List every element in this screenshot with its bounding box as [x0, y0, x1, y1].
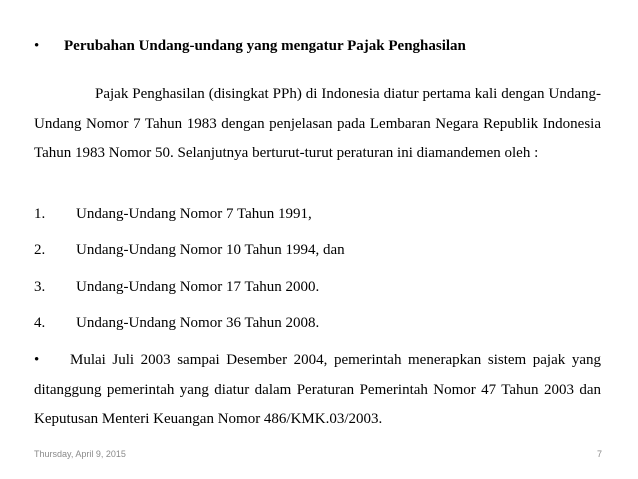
list-number: 1. [34, 206, 46, 222]
list-text: Undang-Undang Nomor 7 Tahun 1991, [76, 206, 312, 222]
footer-page-number: 7 [596, 449, 602, 459]
list-number: 2. [34, 242, 46, 258]
list-text: Undang-Undang Nomor 17 Tahun 2000. [76, 279, 320, 295]
list-text: Undang-Undang Nomor 36 Tahun 2008. [76, 315, 320, 331]
list-item [34, 204, 312, 224]
second-bullet-text: Mulai Juli 2003 sampai Desember 2004, pemerintah menerapkan sistem pajak yang ditanggung pemerintah yang diatur dalam Peraturan Pemerintah Nomor 47 Tahun 2003 dan Keputusan Menteri Keuangan Nomor 486/KMK.03/2003. [34, 352, 601, 427]
second-bullet-paragraph [34, 346, 601, 435]
list-number: 3. [34, 279, 46, 295]
heading-text: Perubahan Undang-undang yang mengatur Pajak Penghasilan [64, 38, 466, 54]
list-item [34, 313, 319, 333]
bullet-marker: • [34, 38, 40, 54]
list-item [34, 240, 345, 260]
bullet-marker: • [34, 352, 40, 368]
list-number: 4. [34, 315, 46, 331]
footer-date: Thursday, April 9, 2015 [34, 449, 126, 459]
list-text: Undang-Undang Nomor 10 Tahun 1994, dan [76, 242, 345, 258]
list-item [34, 277, 319, 297]
section-heading [34, 36, 604, 56]
intro-paragraph: Pajak Penghasilan (disingkat PPh) di Indonesia diatur pertama kali dengan Undang-Undang Nomor 7 Tahun 1983 dengan penjelasan pada Lembaran Negara Republik Indonesia Tahun 1983 Nomor 50. Selanjutnya berturut-turut peraturan ini diamandemen oleh : [34, 86, 601, 161]
